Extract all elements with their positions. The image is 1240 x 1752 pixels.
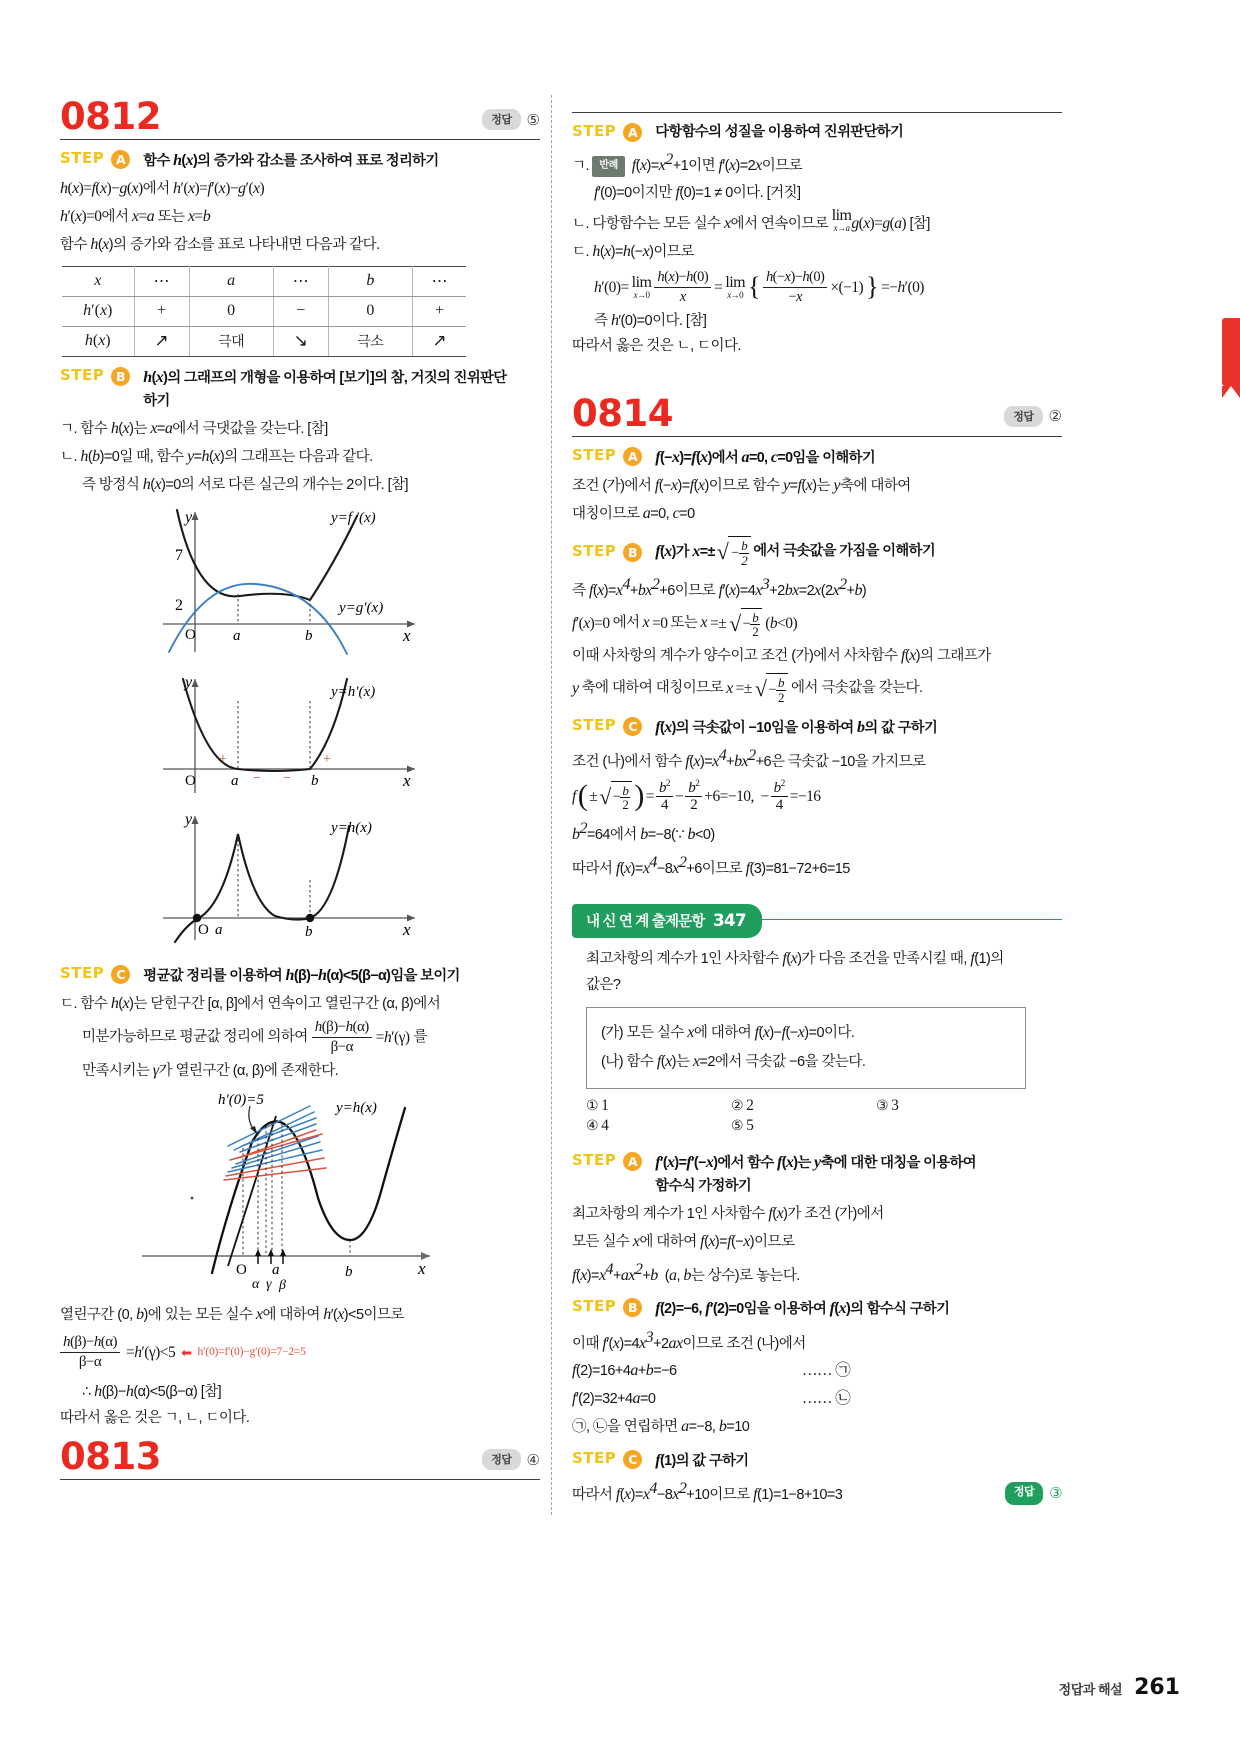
- body-line: ㄷ. 함수 h(x)는 닫힌구간 [α, β]에서 연속이고 열린구간 (α, β)에서: [60, 994, 441, 1012]
- svg-text:+: +: [323, 751, 331, 767]
- problem-header-0814: [572, 391, 1062, 437]
- graph-hprime-svg: [135, 671, 465, 801]
- svg-text:b: b: [311, 772, 319, 789]
- step-b-0812: [60, 366, 540, 412]
- body-line: h′(x)=0에서 x=a 또는 x=b: [60, 208, 211, 226]
- step-a-0812: [60, 149, 540, 172]
- table-row: [62, 326, 466, 356]
- svg-text:y: y: [185, 810, 193, 828]
- step-badge-c: C: [111, 965, 130, 984]
- answer-badge: [1004, 406, 1062, 427]
- svg-text:x: x: [403, 919, 411, 939]
- naesin-tag-sub: 출제문항: [651, 913, 705, 930]
- body-line: 이때 $f'(x)=4x^3+2ax$이므로 조건 (나)에서: [572, 1328, 806, 1352]
- choice-spacer: [876, 1117, 1021, 1135]
- svg-text:O: O: [236, 1262, 247, 1279]
- cell: 0: [189, 296, 273, 326]
- body-line: 따라서 옳은 것은 ㄱ, ㄴ, ㄷ이다.: [60, 1410, 250, 1427]
- body-line: ㄷ. h(x)=h(−x)이므로: [572, 243, 694, 261]
- header-rule: [60, 139, 540, 140]
- body-line: f′(x)=0 에서 x =0 또는 x =± √ − $\frac{b}{2}$ (b<0): [572, 609, 798, 640]
- body-line: ㉠, ㉡을 연립하면 a=−8, b=10: [572, 1418, 750, 1436]
- body-line: $f(x)=x^4+ax^2+b$ (a, b는 상수)로 놓는다.: [572, 1260, 800, 1284]
- body-line-mvt-result: $\frac{h(\beta)-h(\alpha)}{\beta-\alpha}$ =h′(γ)<5 ⬅ h′(0)=f′(0)−g′(0)=7−2=5: [60, 1334, 540, 1372]
- cell: −: [273, 296, 328, 326]
- svg-text:y=h(x): y=h(x): [336, 1100, 377, 1117]
- step-title: f(1)의 값 구하기: [655, 1452, 749, 1469]
- header-rule: [572, 436, 1062, 437]
- answer-badge: [482, 1449, 540, 1470]
- cell: b: [328, 266, 412, 296]
- body-line: 이때 사차항의 계수가 양수이고 조건 (가)에서 사차함수 f(x)의 그래프가: [572, 647, 991, 665]
- body-line: 따라서 옳은 것은 ㄴ, ㄷ이다.: [572, 338, 741, 355]
- figure-hprime: [60, 671, 540, 806]
- svg-text:−: −: [283, 770, 291, 786]
- choice-3[interactable]: ③ 3: [876, 1096, 899, 1114]
- svg-text:+: +: [219, 751, 227, 767]
- step-badge-b: B: [623, 543, 642, 562]
- naesin-tag: [572, 904, 762, 938]
- body-line-limit: h′(0)= lim x→0 $\frac{h(x)-h(0)}{x}$ = lim x→0 { $\frac{h(-x)-h(0)}{-x}$ ×(−1) } =−h′(0): [594, 269, 924, 305]
- svg-text:7: 7: [175, 546, 183, 564]
- svg-text:β: β: [279, 1278, 286, 1294]
- naesin-tag-text: 내 신 연 계: [586, 913, 649, 930]
- problem-number: 0812: [60, 95, 161, 138]
- svg-text:−: −: [253, 770, 261, 786]
- svg-text:b: b: [305, 627, 313, 644]
- svg-text:γ: γ: [266, 1277, 272, 1293]
- answer-badge: [482, 109, 540, 130]
- body-line-eq1: f(2)=16+4a+b=−6 …… ㉠: [572, 1362, 851, 1380]
- step-title: f(2)=−6, f′(2)=0임을 이용하여 f(x)의 함수식 구하기: [655, 1300, 950, 1318]
- body-line: 따라서 $f(x)=x^4-8x^2+6$이므로 f(3)=81−72+6=15: [572, 853, 850, 877]
- step-title: f(−x)=f(x)에서 a=0, c=0임을 이해하기: [655, 448, 876, 466]
- step-c-0814: [572, 716, 1062, 739]
- svg-text:x: x: [403, 625, 411, 645]
- choices-row-2: [586, 1117, 1062, 1135]
- step-badge-b: B: [623, 1298, 642, 1317]
- body-line: ∴ h(β)−h(α)<5(β−α) [참]: [82, 1383, 222, 1401]
- step-title: h(x)의 그래프의 개형을 이용하여 [보기]의 참, 거짓의 진위판단 하기: [143, 368, 507, 410]
- step-c-0812: [60, 964, 540, 987]
- step-title: f′(x)=f′(−x)에서 함수 f(x)는 y축에 대한 대칭을 이용하여 함수식 가정하기: [655, 1151, 976, 1197]
- svg-text:a: a: [231, 772, 239, 789]
- condition-na: (나) 함수 f(x)는 x=2에서 극솟값 −6을 갖는다.: [601, 1053, 866, 1070]
- svg-text:a: a: [215, 921, 223, 938]
- svg-text:O: O: [198, 921, 209, 938]
- svg-text:O: O: [185, 626, 196, 643]
- counterexample-chip: 반례: [592, 156, 624, 177]
- cell: ⋯: [134, 266, 189, 296]
- condition-ga: (가) 모든 실수 x에 대하여 f(x)−f(−x)=0이다.: [601, 1024, 855, 1042]
- body-line: 조건 (가)에서 f(−x)=f(x)이므로 함수 y=f(x)는 y축에 대하여: [572, 477, 911, 495]
- problem-header-0813-wrap: [60, 1435, 540, 1486]
- cell: ⋯: [412, 266, 466, 296]
- problem-number: 0813: [60, 1435, 161, 1478]
- svg-text:a: a: [272, 1262, 280, 1279]
- naesin-block: [572, 904, 1062, 938]
- choice-2[interactable]: ② 2: [731, 1096, 754, 1114]
- svg-text:h′(0)=5: h′(0)=5: [218, 1092, 264, 1109]
- naesin-question-line2: 값은?: [586, 976, 621, 993]
- answer-label: 정답: [482, 1449, 520, 1470]
- cell: [134, 326, 189, 356]
- cell: a: [189, 266, 273, 296]
- choice-1[interactable]: ① 1: [586, 1096, 609, 1114]
- step-word: STEP: [572, 122, 617, 140]
- body-line: ㄱ. 함수 h(x)는 x=a에서 극댓값을 갖는다. [참]: [60, 419, 328, 437]
- footer-label: 정답과 해설: [1058, 1682, 1123, 1697]
- right-column: [572, 112, 1062, 1510]
- body-line: ㄱ. 반례 $f(x)=x^2+1$이면 f′(x)=2x이므로: [572, 147, 1062, 179]
- step-title-line2: 함수식 가정하기: [655, 1178, 752, 1195]
- page-footer: [1059, 1675, 1180, 1700]
- answer-label: 정답: [1004, 406, 1042, 427]
- figure-h: [60, 810, 540, 955]
- cell: 극대: [189, 326, 273, 356]
- body-line: 즉 h′(0)=0이다. [참]: [594, 311, 707, 329]
- svg-text:x: x: [418, 1259, 426, 1279]
- svg-text:y=g′(x): y=g′(x): [339, 599, 384, 616]
- step-word: STEP: [572, 1150, 617, 1169]
- svg-text:x: x: [403, 770, 411, 790]
- table-row: [62, 266, 466, 296]
- body-line: 최고차항의 계수가 1인 사차함수 f(x)가 조건 (가)에서: [572, 1204, 884, 1222]
- step-title: f(x)가 x=± √ − $\frac{b}{2}$ 에서 극솟값을 가짐을 이해하기: [655, 538, 936, 568]
- step-badge-b: B: [111, 367, 130, 386]
- svg-text:y: y: [185, 673, 193, 691]
- body-line-fvalue: f ( ± √ − $\frac{b}{2}$ ) = $\frac{b^2}{4}$ − $\frac{b^2}{2}$ +6=−10, − $\frac{b^2}{4}$ =−16: [572, 778, 821, 814]
- svg-text:y=h′(x): y=h′(x): [331, 683, 376, 700]
- graph-h-svg: [135, 810, 465, 950]
- step-word: STEP: [60, 365, 105, 384]
- cell: 0: [328, 296, 412, 326]
- step-b-naesin: [572, 1297, 1062, 1320]
- svg-text:y: y: [185, 508, 193, 526]
- step-badge-a: A: [623, 447, 642, 466]
- problem-header-0813: [60, 1435, 540, 1480]
- arrow-left-icon: ⬅: [181, 1345, 192, 1361]
- body-line-final: 따라서 $f(x)=x^4-8x^2+10$이므로 f(1)=1−8+10=3 정답 ③: [572, 1476, 1062, 1508]
- step-badge-a: A: [623, 1152, 642, 1171]
- step-a-0813: [572, 122, 1062, 143]
- step-word: STEP: [60, 149, 105, 167]
- step-c-naesin: [572, 1449, 1062, 1472]
- step-word: STEP: [572, 715, 617, 734]
- answer-label: 정답: [1005, 1482, 1043, 1505]
- cell: [273, 326, 328, 356]
- answer-choice: ⑤: [526, 111, 540, 129]
- page-number: 261: [1134, 1675, 1180, 1700]
- svg-text:y=h(x): y=h(x): [331, 819, 372, 836]
- step-badge-c: C: [623, 717, 642, 736]
- body-line: ㄴ. h(b)=0일 때, 함수 y=h(x)의 그래프는 다음과 같다.: [60, 447, 373, 465]
- step-title: f(x)의 극솟값이 −10임을 이용하여 b의 값 구하기: [655, 718, 938, 736]
- choices-row-1: [586, 1097, 1062, 1115]
- step-badge-a: A: [623, 123, 642, 142]
- graph-fprime-gprime-svg: [135, 502, 465, 662]
- body-line: 즉 $f(x)=x^4+bx^2+6$이므로 $f'(x)=4x^3+2bx=2x(2x^2+b)$: [572, 575, 867, 599]
- naesin-question-line1: 최고차항의 계수가 1인 사차함수 f(x)가 다음 조건을 만족시킬 때, f(1)의: [586, 949, 1004, 967]
- body-line: f′(0)=0이지만 f(0)=1 ≠ 0이다. [거짓]: [594, 184, 801, 202]
- svg-text:b: b: [345, 1264, 353, 1281]
- step-badge-a: A: [111, 150, 130, 169]
- svg-text:O: O: [185, 772, 196, 789]
- header-rule: [60, 1479, 540, 1480]
- step-word: STEP: [572, 542, 617, 561]
- step-b-0814: [572, 536, 1062, 568]
- answer-label: 정답: [482, 109, 520, 130]
- svg-text:b: b: [305, 923, 313, 940]
- step-word: STEP: [572, 1449, 617, 1467]
- cell: ⋯: [273, 266, 328, 296]
- step-a-0814: [572, 446, 1062, 469]
- svg-text:a: a: [233, 627, 241, 644]
- cell: 극소: [328, 326, 412, 356]
- cell: [412, 326, 466, 356]
- answer-choice: ③: [1049, 1484, 1062, 1502]
- body-line: h(x)=f(x)−g(x)에서 h′(x)=f′(x)−g′(x): [60, 180, 265, 198]
- cell: x: [62, 266, 134, 296]
- body-line: y 축에 대하여 대칭이므로 x =± √ − $\frac{b}{2}$ 에서 극솟값을 갖는다.: [572, 675, 923, 705]
- body-line: $b^2=64$에서 b=−8(∵ b<0): [572, 820, 715, 844]
- column-divider: [551, 95, 552, 1515]
- body-line: 조건 (나)에서 함수 $f(x)=x^4+bx^2+6$은 극솟값 −10을 가지므로: [572, 746, 926, 770]
- step-title: 다항함수의 성질을 이용하여 진위판단하기: [655, 124, 904, 140]
- body-line: 즉 방정식 h(x)=0의 서로 다른 실근의 개수는 2이다. [참]: [82, 475, 409, 493]
- step-word: STEP: [60, 963, 105, 982]
- body-line: 함수 h(x)의 증가와 감소를 표로 나타내면 다음과 같다.: [60, 236, 380, 253]
- cell: +: [412, 296, 466, 326]
- svg-text:y=f ′(x): y=f ′(x): [331, 509, 376, 526]
- red-note: h′(0)=f′(0)−g′(0)=7−2=5: [197, 1346, 306, 1359]
- step-title: 평균값 정리를 이용하여 h(β)−h(α)<5(β−α)임을 보이기: [143, 966, 460, 984]
- step-title: 함수 h(x)의 증가와 감소를 조사하여 표로 정리하기: [143, 152, 439, 169]
- problem-number: 0814: [572, 391, 673, 435]
- cell: h(x): [62, 326, 134, 356]
- step-word: STEP: [572, 445, 617, 464]
- body-line-eq2: f′(2)=32+4a=0 …… ㉡: [572, 1390, 851, 1408]
- step-badge-c: C: [623, 1450, 642, 1469]
- figure-fprime-gprime: [60, 502, 540, 667]
- body-line-mvt: 미분가능하므로 평균값 정리에 의하여 $\frac{h(\beta)-h(\alpha)}{\beta-\alpha}$ =h′(γ) 를: [82, 1018, 427, 1055]
- continuation-rule: [572, 112, 1062, 113]
- body-line: 모든 실수 x에 대하여 f(x)=f(−x)이므로: [572, 1232, 795, 1250]
- variation-table: [62, 266, 466, 357]
- left-column: [60, 95, 540, 1433]
- graph-mvt-svg: [100, 1088, 500, 1293]
- body-line: 대칭이므로 a=0, c=0: [572, 505, 695, 522]
- choice-5[interactable]: ⑤ 5: [731, 1116, 754, 1134]
- body-line: 만족시키는 γ가 열린구간 (α, β)에 존재한다.: [82, 1062, 339, 1080]
- svg-text:2: 2: [175, 596, 183, 614]
- svg-text:α: α: [252, 1277, 260, 1293]
- figure-mvt: [60, 1088, 540, 1298]
- naesin-answer-badge: [1005, 1482, 1062, 1506]
- cell: h′(x): [62, 296, 134, 326]
- table-row: [62, 296, 466, 326]
- body-line: 열린구간 (0, b)에 있는 모든 실수 x에 대하여 h′(x)<5이므로: [60, 1306, 404, 1324]
- step-word: STEP: [572, 1297, 617, 1316]
- page-edge-tab: [1222, 318, 1240, 386]
- naesin-tag-number: 347: [712, 910, 746, 931]
- problem-header-0812: [60, 95, 540, 140]
- choice-4[interactable]: ④ 4: [586, 1116, 609, 1134]
- answer-choice: ④: [526, 1451, 540, 1469]
- step-a-naesin: [572, 1151, 1062, 1197]
- body-line: ㄴ. 다항함수는 모든 실수 x에서 연속이므로 lim x→a g(x)=g(a) [참]: [572, 207, 930, 234]
- answer-choice: ②: [1048, 408, 1062, 426]
- conditions-box: [586, 1007, 1026, 1089]
- cell: +: [134, 296, 189, 326]
